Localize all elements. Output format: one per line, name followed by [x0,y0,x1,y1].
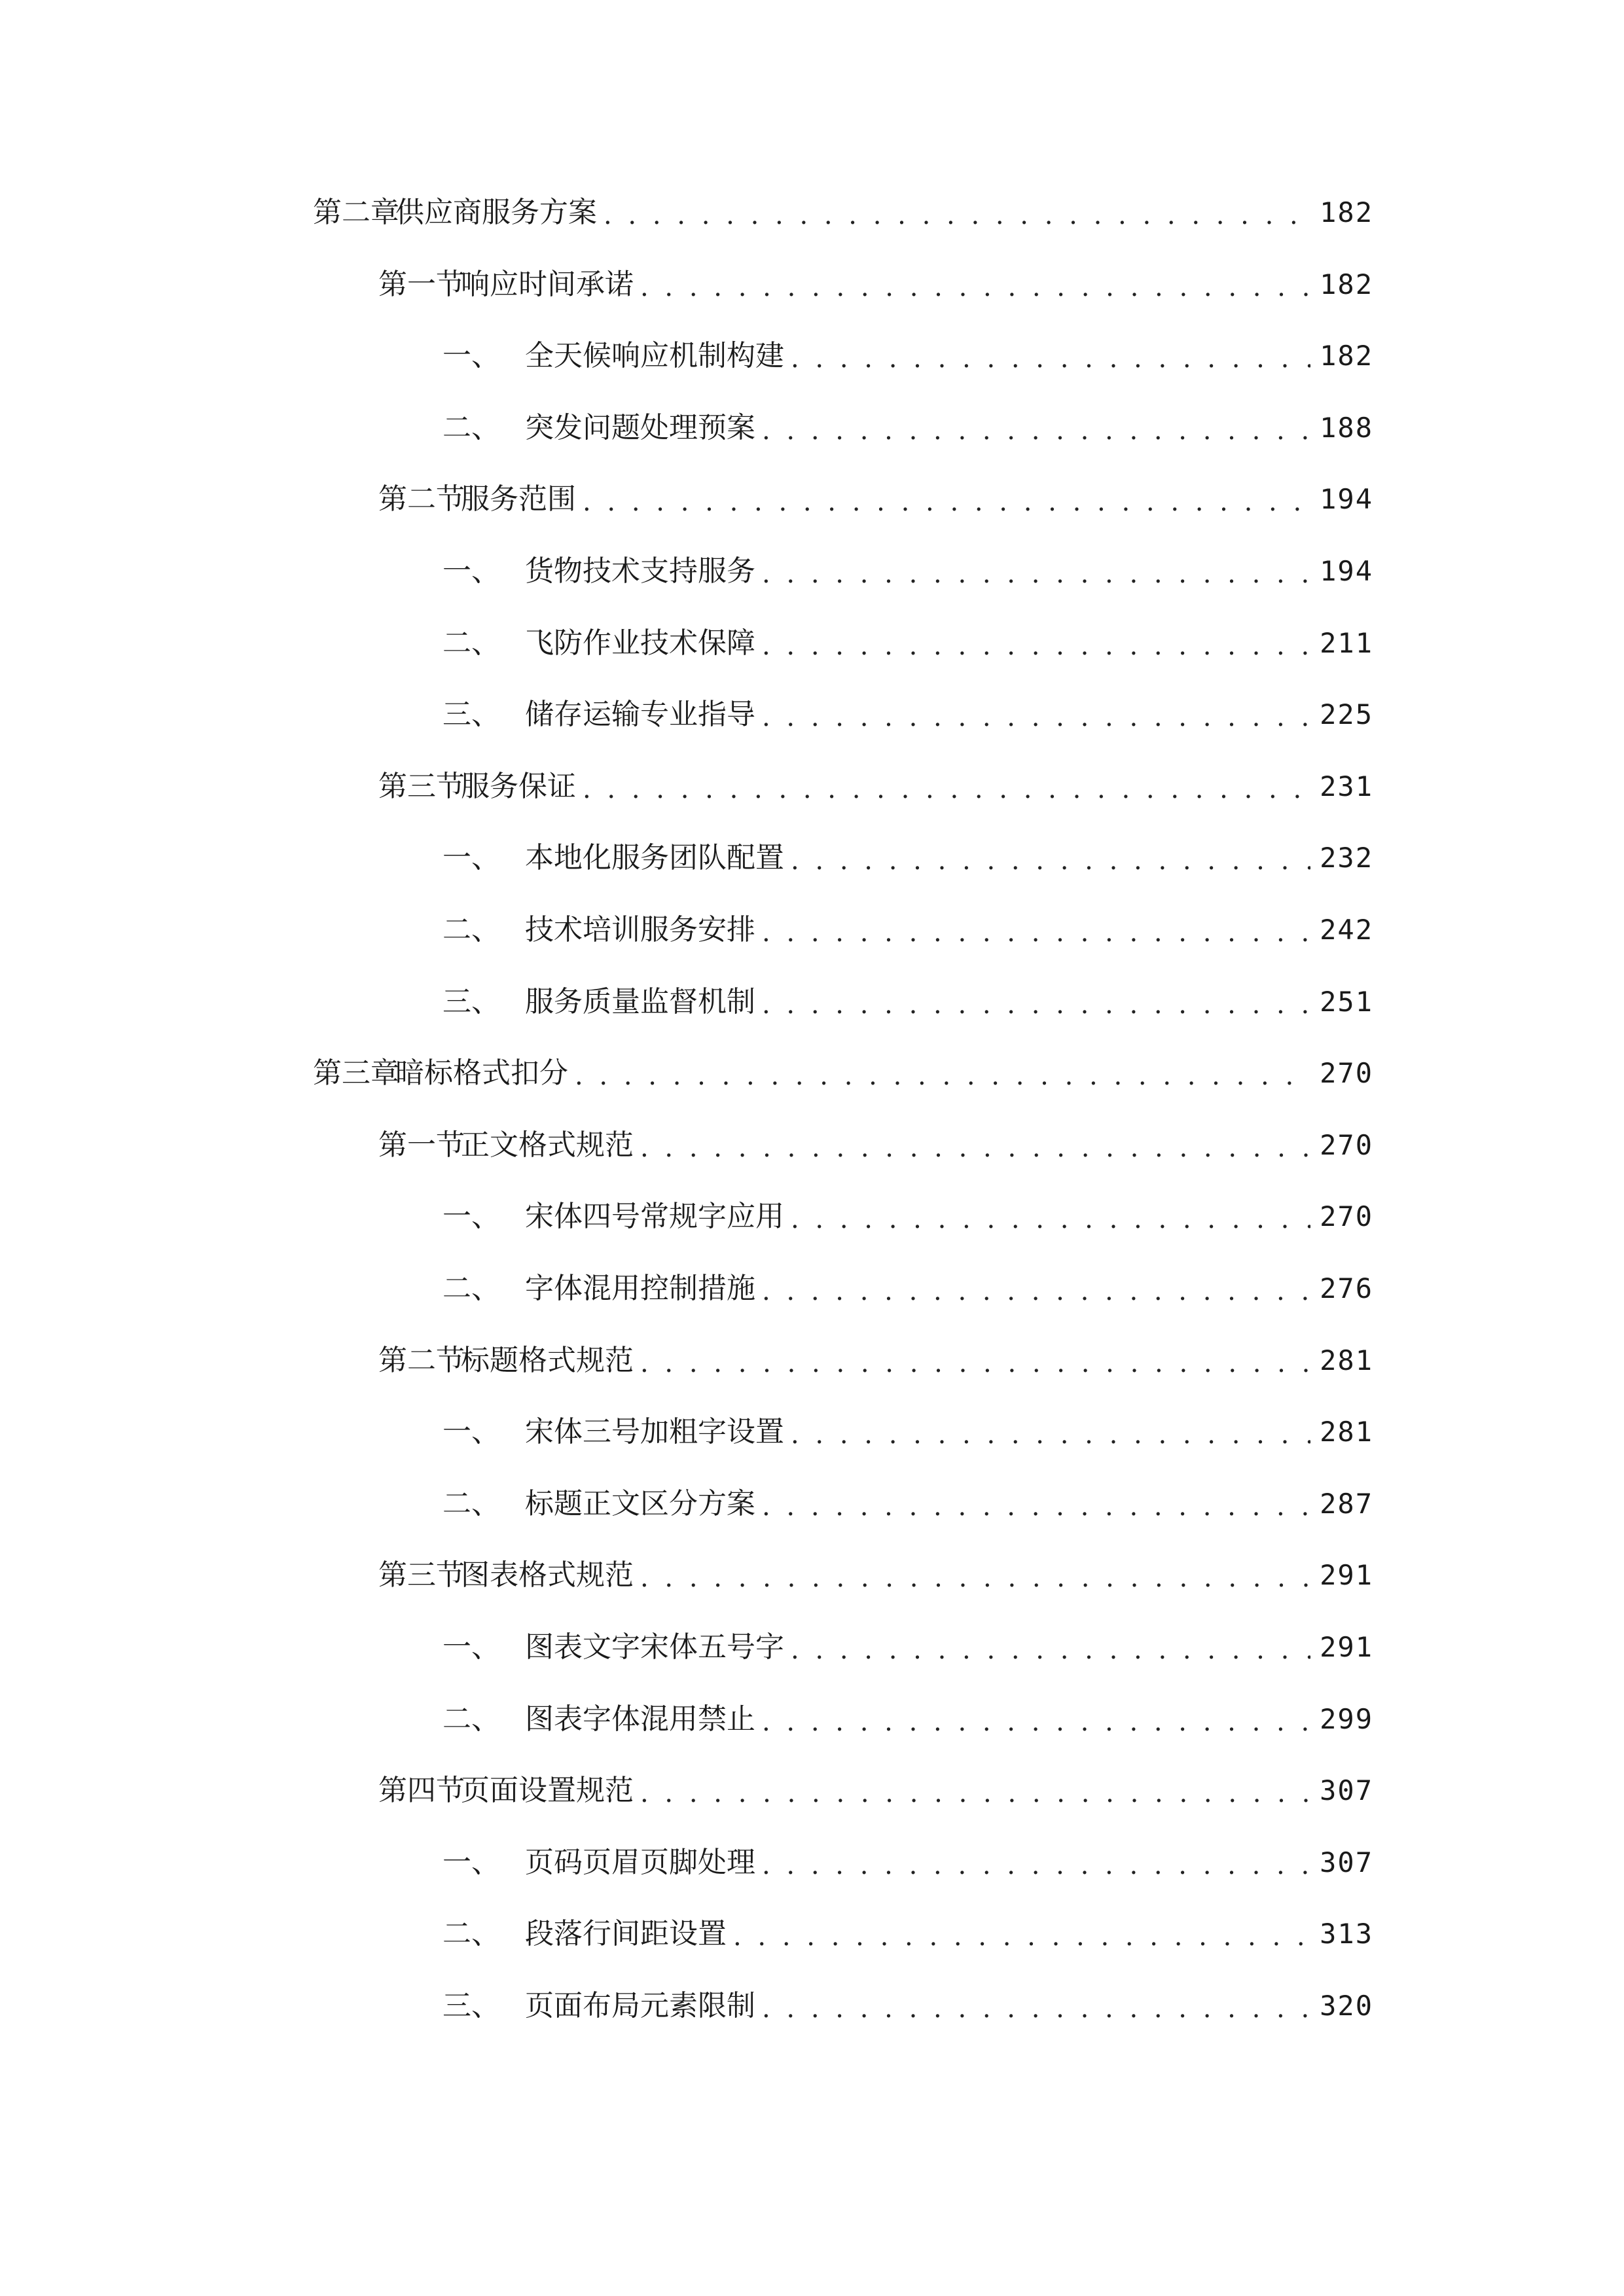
toc-entry-prefix: 一、 [442,1200,500,1234]
toc-entry-title: 供应商服务方案 [395,196,597,229]
dot-leader [762,979,1310,1025]
toc-entry-page: 299 [1320,1702,1373,1735]
toc-entry-prefix: 第二章 [313,196,399,229]
dot-leader [762,1983,1310,2029]
toc-entry-title: 服务质量监督机制 [525,984,755,1018]
dot-leader [791,1409,1310,1455]
toc-entry-page: 242 [1320,914,1373,946]
toc-entry-title: 图表文字宋体五号字 [525,1630,784,1664]
toc-entry-prefix: 一、 [442,1845,500,1879]
toc-entry-item[interactable] [442,907,1373,953]
toc-entry-prefix: 二、 [442,1486,500,1520]
toc-entry-item[interactable] [442,1624,1373,1670]
toc-entry-prefix: 三、 [442,698,500,732]
toc-entry-prefix: 三、 [442,1989,500,2022]
toc-entry-title: 全天候响应机制构建 [525,339,784,373]
dot-leader [575,1050,1310,1096]
toc-entry-page: 320 [1320,1990,1373,2022]
toc-entry-page: 291 [1320,1631,1373,1663]
toc-entry-item[interactable] [442,1911,1373,1957]
toc-entry-page: 281 [1320,1344,1373,1376]
toc-entry-section[interactable] [378,1768,1373,1814]
toc-entry-page: 307 [1320,1846,1373,1878]
toc-entry-section[interactable] [378,1338,1373,1384]
toc-entry-item[interactable] [442,979,1373,1025]
toc-entry-page: 225 [1320,698,1373,731]
toc-entry-item[interactable] [442,1983,1373,2029]
toc-entry-page: 211 [1320,626,1373,659]
toc-entry-prefix: 二、 [442,626,500,660]
toc-entry-title: 标题正文区分方案 [525,1486,755,1520]
dot-leader [762,1696,1310,1742]
dot-leader [583,476,1310,522]
toc-entry-title: 正文格式规范 [461,1128,634,1162]
dot-leader [762,405,1310,451]
toc-entry-title: 字体混用控制措施 [525,1272,755,1305]
dot-leader [762,548,1310,594]
toc-entry-item[interactable] [442,1266,1373,1312]
toc-entry-title: 技术培训服务安排 [525,913,755,946]
toc-entry-prefix: 第三章 [313,1056,399,1090]
toc-entry-prefix: 二、 [442,913,500,946]
dot-leader [791,1624,1310,1670]
toc-entry-prefix: 三、 [442,984,500,1018]
toc-entry-section[interactable] [378,1552,1373,1598]
toc-entry-item[interactable] [442,620,1373,666]
dot-leader [762,692,1310,738]
dot-leader [640,262,1310,308]
toc-entry-item[interactable] [442,1194,1373,1240]
toc-entry-title: 宋体四号常规字应用 [525,1200,784,1234]
toc-entry-title: 飞防作业技术保障 [525,626,755,660]
toc-entry-page: 182 [1320,268,1373,300]
toc-entry-prefix: 第二节 [378,482,465,516]
dot-leader [791,1194,1310,1240]
toc-entry-item[interactable] [442,1696,1373,1742]
dot-leader [762,620,1310,666]
toc-entry-item[interactable] [442,405,1373,451]
toc-entry-page: 276 [1320,1272,1373,1304]
toc-entry-page: 188 [1320,411,1373,444]
toc-entry-page: 307 [1320,1774,1373,1807]
toc-entry-prefix: 第一节 [378,267,465,301]
dot-leader [762,1840,1310,1886]
toc-entry-section[interactable] [378,1122,1373,1168]
toc-entry-page: 182 [1320,196,1373,228]
toc-entry-page: 194 [1320,483,1373,516]
toc-entry-item[interactable] [442,692,1373,738]
toc-entry-page: 182 [1320,340,1373,372]
toc-entry-page: 270 [1320,1200,1373,1233]
toc-entry-chapter[interactable] [313,1050,1373,1096]
toc-entry-item[interactable] [442,1840,1373,1886]
toc-entry-prefix: 第二节 [378,1343,465,1377]
toc-entry-title: 服务保证 [461,769,576,803]
toc-entry-title: 突发问题处理预案 [525,410,755,444]
toc-entry-prefix: 二、 [442,1272,500,1305]
dot-leader [583,764,1310,810]
toc-entry-prefix: 一、 [442,554,500,588]
toc-entry-item[interactable] [442,1481,1373,1527]
toc-entry-title: 页面设置规范 [461,1774,634,1808]
dot-leader [762,907,1310,953]
toc-entry-section[interactable] [378,764,1373,810]
toc-entry-title: 页面布局元素限制 [525,1989,755,2022]
dot-leader [640,1122,1310,1168]
toc-entry-prefix: 一、 [442,1630,500,1664]
toc-entry-prefix: 二、 [442,1702,500,1736]
toc-entry-page: 291 [1320,1559,1373,1592]
toc-entry-item[interactable] [442,835,1373,881]
toc-entry-chapter[interactable] [313,190,1373,236]
toc-entry-page: 231 [1320,770,1373,802]
toc-entry-prefix: 一、 [442,1415,500,1449]
toc-entry-title: 储存运输专业指导 [525,698,755,732]
toc-entry-page: 194 [1320,555,1373,587]
toc-entry-page: 281 [1320,1416,1373,1448]
toc-entry-prefix: 第三节 [378,1558,465,1592]
dot-leader [791,333,1310,379]
toc-entry-title: 服务范围 [461,482,576,516]
dot-leader [640,1768,1310,1814]
toc-entry-item[interactable] [442,1409,1373,1455]
toc-entry-page: 270 [1320,1057,1373,1090]
dot-leader [733,1911,1310,1957]
toc-entry-section[interactable] [378,476,1373,522]
dot-leader [762,1481,1310,1527]
toc-entry-title: 宋体三号加粗字设置 [525,1415,784,1449]
toc-entry-title: 段落行间距设置 [525,1917,727,1951]
toc-entry-page: 270 [1320,1128,1373,1161]
toc-entry-title: 响应时间承诺 [461,267,634,301]
toc-entry-title: 本地化服务团队配置 [525,841,784,875]
toc-entry-prefix: 第三节 [378,769,465,803]
toc-entry-page: 287 [1320,1487,1373,1520]
toc-entry-page: 251 [1320,985,1373,1018]
toc-entry-title: 图表字体混用禁止 [525,1702,755,1736]
toc-entry-prefix: 第四节 [378,1774,465,1808]
toc-entry-page: 313 [1320,1918,1373,1950]
dot-leader [762,1266,1310,1312]
dot-leader [604,190,1310,236]
toc-entry-title: 图表格式规范 [461,1558,634,1592]
toc-entry-prefix: 一、 [442,339,500,373]
toc-entry-title: 暗标格式扣分 [395,1056,568,1090]
toc-entry-prefix: 二、 [442,410,500,444]
dot-leader [640,1338,1310,1384]
dot-leader [791,835,1310,881]
toc-entry-title: 标题格式规范 [461,1343,634,1377]
dot-leader [640,1552,1310,1598]
toc-entry-prefix: 二、 [442,1917,500,1951]
toc-entry-prefix: 一、 [442,841,500,875]
toc-entry-item[interactable] [442,548,1373,594]
toc-entry-title: 页码页眉页脚处理 [525,1845,755,1879]
toc-entry-title: 货物技术支持服务 [525,554,755,588]
toc-entry-section[interactable] [378,262,1373,308]
toc-entry-page: 232 [1320,842,1373,874]
toc-entry-item[interactable] [442,333,1373,379]
toc-entry-prefix: 第一节 [378,1128,465,1162]
